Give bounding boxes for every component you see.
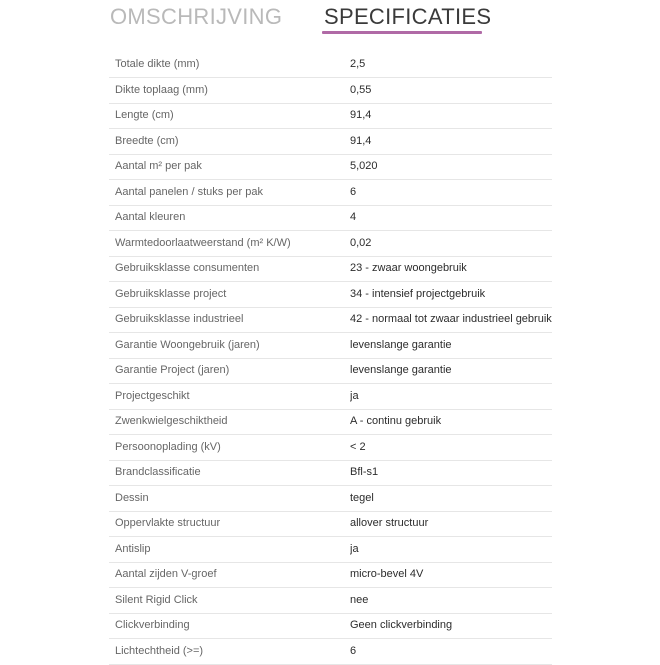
spec-row bbox=[109, 358, 552, 384]
spec-value: 91,4 bbox=[350, 103, 552, 129]
spec-label: Aantal panelen / stuks per pak bbox=[109, 180, 350, 206]
tab-specificaties[interactable]: SPECIFICATIES bbox=[324, 4, 492, 29]
spec-row bbox=[109, 486, 552, 512]
spec-label: Persoonoplading (kV) bbox=[109, 435, 350, 461]
spec-label: Gebruiksklasse industrieel bbox=[109, 307, 350, 333]
spec-value: ja bbox=[350, 537, 552, 563]
spec-row bbox=[109, 537, 552, 563]
spec-value: 0,02 bbox=[350, 231, 552, 257]
active-tab-indicator bbox=[322, 31, 482, 34]
spec-label: Breedte (cm) bbox=[109, 129, 350, 155]
spec-label: Gebruiksklasse consumenten bbox=[109, 256, 350, 282]
spec-row bbox=[109, 52, 552, 78]
spec-label: Oppervlakte structuur bbox=[109, 511, 350, 537]
spec-value: allover structuur bbox=[350, 511, 552, 537]
spec-row bbox=[109, 460, 552, 486]
specifications-table bbox=[109, 52, 552, 665]
spec-value: < 2 bbox=[350, 435, 552, 461]
spec-label: Gebruiksklasse project bbox=[109, 282, 350, 308]
spec-label: Clickverbinding bbox=[109, 613, 350, 639]
spec-value: tegel bbox=[350, 486, 552, 512]
spec-value: 34 - intensief projectgebruik bbox=[350, 282, 552, 308]
spec-value: Bfl-s1 bbox=[350, 460, 552, 486]
spec-value: Geen clickverbinding bbox=[350, 613, 552, 639]
spec-label: Aantal kleuren bbox=[109, 205, 350, 231]
spec-value: micro-bevel 4V bbox=[350, 562, 552, 588]
spec-label: Garantie Project (jaren) bbox=[109, 358, 350, 384]
spec-row bbox=[109, 562, 552, 588]
spec-row bbox=[109, 129, 552, 155]
spec-label: Aantal zijden V-groef bbox=[109, 562, 350, 588]
tab-omschrijving[interactable]: OMSCHRIJVING bbox=[110, 4, 283, 29]
spec-row bbox=[109, 435, 552, 461]
spec-value: ja bbox=[350, 384, 552, 410]
spec-label: Lichtechtheid (>=) bbox=[109, 639, 350, 665]
spec-value: 23 - zwaar woongebruik bbox=[350, 256, 552, 282]
spec-label: Garantie Woongebruik (jaren) bbox=[109, 333, 350, 359]
spec-row bbox=[109, 511, 552, 537]
spec-row bbox=[109, 256, 552, 282]
spec-value: 42 - normaal tot zwaar industrieel gebruik bbox=[350, 307, 552, 333]
spec-label: Lengte (cm) bbox=[109, 103, 350, 129]
spec-row bbox=[109, 588, 552, 614]
spec-row bbox=[109, 78, 552, 104]
tab-bar bbox=[0, 0, 660, 40]
spec-value: 6 bbox=[350, 639, 552, 665]
spec-value: levenslange garantie bbox=[350, 358, 552, 384]
spec-label: Aantal m² per pak bbox=[109, 154, 350, 180]
spec-value: 91,4 bbox=[350, 129, 552, 155]
spec-row bbox=[109, 103, 552, 129]
spec-label: Silent Rigid Click bbox=[109, 588, 350, 614]
spec-label: Zwenkwielgeschiktheid bbox=[109, 409, 350, 435]
spec-row bbox=[109, 180, 552, 206]
spec-row bbox=[109, 409, 552, 435]
spec-label: Dessin bbox=[109, 486, 350, 512]
spec-row bbox=[109, 384, 552, 410]
spec-value: 0,55 bbox=[350, 78, 552, 104]
spec-value: 4 bbox=[350, 205, 552, 231]
spec-label: Warmtedoorlaatweerstand (m² K/W) bbox=[109, 231, 350, 257]
spec-row bbox=[109, 639, 552, 665]
spec-row bbox=[109, 231, 552, 257]
spec-label: Antislip bbox=[109, 537, 350, 563]
spec-row bbox=[109, 333, 552, 359]
spec-row bbox=[109, 613, 552, 639]
spec-label: Totale dikte (mm) bbox=[109, 52, 350, 78]
spec-value: levenslange garantie bbox=[350, 333, 552, 359]
specifications-table-body bbox=[109, 52, 552, 664]
spec-row bbox=[109, 307, 552, 333]
spec-value: nee bbox=[350, 588, 552, 614]
spec-value: A - continu gebruik bbox=[350, 409, 552, 435]
spec-label: Dikte toplaag (mm) bbox=[109, 78, 350, 104]
spec-row bbox=[109, 282, 552, 308]
spec-label: Brandclassificatie bbox=[109, 460, 350, 486]
spec-value: 5,020 bbox=[350, 154, 552, 180]
spec-label: Projectgeschikt bbox=[109, 384, 350, 410]
spec-row bbox=[109, 205, 552, 231]
spec-value: 6 bbox=[350, 180, 552, 206]
spec-value: 2,5 bbox=[350, 52, 552, 78]
spec-row bbox=[109, 154, 552, 180]
